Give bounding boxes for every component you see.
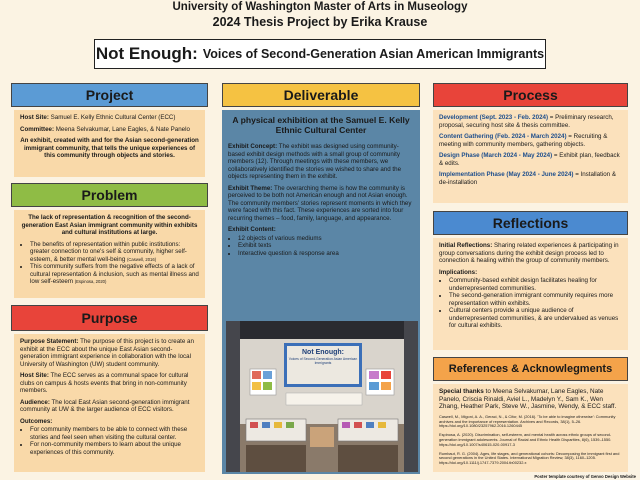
process-panel [433, 110, 628, 203]
project-banner: Project [11, 83, 208, 107]
content-item: • Interactive question & response area [238, 250, 414, 258]
references-banner: References & Acknowlegments [433, 357, 628, 381]
purpose-statement-label: Purpose Statement: [20, 338, 79, 345]
title-box [94, 39, 546, 69]
theme-text: The overarching theme is how the community is perceived to be both not American enough and not Asian enough. The community members' stories represent moments in which they were faced with this fact. These experiences are sorted into four recurring themes – food, family, language, and appearance. [228, 184, 412, 222]
purpose-outcomes-label: Outcomes: [20, 417, 53, 425]
purpose-audience-text: The local East Asian second-generation immigrant community at UW & the larger audience of ECC visitors. [20, 398, 190, 413]
university-header: University of Washington Master of Arts in Museology [172, 1, 468, 13]
title-sub: Voices of Second-Generation Asian American Immigrants [202, 47, 545, 61]
reference-item: Espinosa, A. (2020). Discrimination, self-esteem, and mental health across ethnic groups of second-generation immigrant adolescents. Journal of Racial and Ethnic Health Disparities, 8(6), 1539–1550. https://doi.org/10.1007/s40615-020-00917-3 [439, 432, 612, 447]
title-main: Not Enough: [95, 44, 198, 63]
acknowledgments: Special thanks to Meena Selvakumar, Lane Eagles, Nate Panelo, Criscia Rinaldi, Aviel L., Madelyn Y., Sam K., Wen Zhang, Heather Park, Steve W., Jasmine, Wendy, & ECC staff. [439, 388, 617, 411]
photo-screen-sub: Voices of Second-Generation Asian American Immigrants [288, 357, 358, 366]
thesis-header: 2024 Thesis Project by Erika Krause [212, 15, 428, 29]
problem-bullet: • The benefits of representation within public institutions: greater connection to one's self & community, higher self-esteem, & better mental well-being (Caswell, 2016) [30, 241, 199, 264]
initial-reflections-label: Initial Reflections: [439, 242, 493, 249]
concept-text: The exhibit was designed using community-based exhibit design methods with a small group of community members (12). Through meetings with these members, we collaboratively identified the stories we wished to share and the objects representing them in the exhibit. [228, 143, 402, 180]
process-banner: Process [433, 83, 628, 107]
project-host-label: Host Site: [20, 114, 49, 121]
photo-screen-title: Not Enough: [302, 349, 344, 356]
initial-reflections-text: Sharing related experiences & participating in group conversations during the exhibit design process led to connection & healing within the group of community members. [439, 242, 619, 264]
reflections-banner: Reflections [433, 211, 628, 235]
problem-cite: (Espinosa, 2020) [74, 279, 107, 284]
reference-item: Rumbaut, R. G. (2004). Ages, life stages, and generational cohorts: Decomposing the immigrant first and second generations in the United States. International Migration Review, 38(3), 1160–1205. https://doi.org/10.1111/j.1747-7379.2004.tb00232.x [439, 450, 620, 466]
template-credit: Poster template courtesy of Genvo Design Website [534, 474, 636, 479]
process-step: Content Gathering (Feb. 2024 - March 2024) = Recruiting & meeting with community members, gathering objects. [439, 133, 608, 148]
purpose-audience-label: Audience: [20, 398, 50, 406]
exhibit-photo [226, 321, 418, 472]
implication-item: • The second-generation immigrant community requires more representation within exhibits. [449, 292, 622, 307]
problem-statement: The lack of representation & recognition of the second-generation East Asian immigrant community within exhibits and cultural institutions at large. [21, 214, 198, 236]
project-summary: An exhibit, created with and for the Asian second-generation immigrant community, that tells the unique experiences of this community through objects and stories. [20, 137, 199, 159]
concept-label: Exhibit Concept: [228, 143, 278, 150]
content-item: • Exhibit texts [238, 242, 414, 250]
project-committee-text: Meena Selvakumar, Lane Eagles, & Nate Panelo [55, 125, 190, 133]
purpose-statement-text: The purpose of this project is to create an exhibit at the ECC about the unique East Asian second-generation immigrant experience in collaboration with the local University of Washington (UW) student community. [20, 338, 194, 368]
problem-bullet: • This community suffers from the negative effects of a lack of cultural representation & inclusion, such as mental illness and low self-esteem (Espinosa, 2020) [30, 263, 199, 286]
deliverable-intro: A physical exhibition at the Samuel E. Kelly Ethnic Cultural Center [232, 115, 410, 135]
process-step: Implementation Phase (May 2024 - June 2024) = Installation & de-installation [439, 171, 616, 186]
project-host-text: Samuel E. Kelly Ethnic Cultural Center (ECC) [50, 114, 176, 121]
purpose-outcomes [20, 426, 199, 456]
content-item: • 12 objects of various mediums [238, 235, 414, 243]
photo-screen [287, 348, 359, 365]
problem-bullets [20, 241, 199, 286]
process-step: Development (Sept. 2023 - Feb. 2024) = Preliminary research, proposal, securing host site & thesis committee. [439, 114, 614, 129]
implications-list [439, 277, 622, 330]
project-panel [14, 110, 205, 177]
outcome-item: • For community members to be able to connect with these stories and feel seen when visiting the cultural center. [30, 426, 199, 441]
problem-banner: Problem [11, 183, 208, 207]
problem-cite: (Caswell, 2016) [127, 256, 157, 262]
reflections-panel [433, 238, 628, 350]
content-label: Exhibit Content: [228, 226, 276, 233]
purpose-host-text: The ECC serves as a communal space for cultural clubs on campus & hosts events that bring in non-community members. [20, 372, 189, 394]
reference-item: Caswell, M., Migoni, A. A., Geraci, N., & Cifor, M. (2016). 'To be able to imagine otherwise': Community archives and the importance of representation. Archives and Records, 38(1), 5–26. https://doi.org/10.1080/23257962.2016.1260445 [439, 413, 616, 429]
outcome-item: • For non-community members to learn about the unique experiences of this community. [30, 441, 199, 456]
implication-item: • Community-based exhibit design facilitates healing for underrepresented communities. [449, 277, 622, 292]
project-committee-label: Committee: [20, 125, 55, 133]
purpose-host-label: Host Site: [20, 372, 49, 379]
purpose-banner: Purpose [11, 305, 208, 331]
deliverable-banner: Deliverable [222, 83, 420, 107]
theme-label: Exhibit Theme: [228, 184, 273, 192]
purpose-panel [14, 334, 205, 472]
references-panel [433, 384, 628, 472]
implications-label: Implications: [439, 268, 478, 276]
problem-panel [14, 210, 205, 298]
exhibit-photo-illustration [226, 321, 418, 472]
implication-item: • Cultural centers provide a unique audience of underrepresented communities, & are undervalued as venues for cultural exhibits. [449, 307, 622, 330]
process-step: Design Phase (March 2024 - May 2024) = Exhibit plan, feedback & edits. [439, 152, 620, 167]
content-list [228, 235, 414, 258]
